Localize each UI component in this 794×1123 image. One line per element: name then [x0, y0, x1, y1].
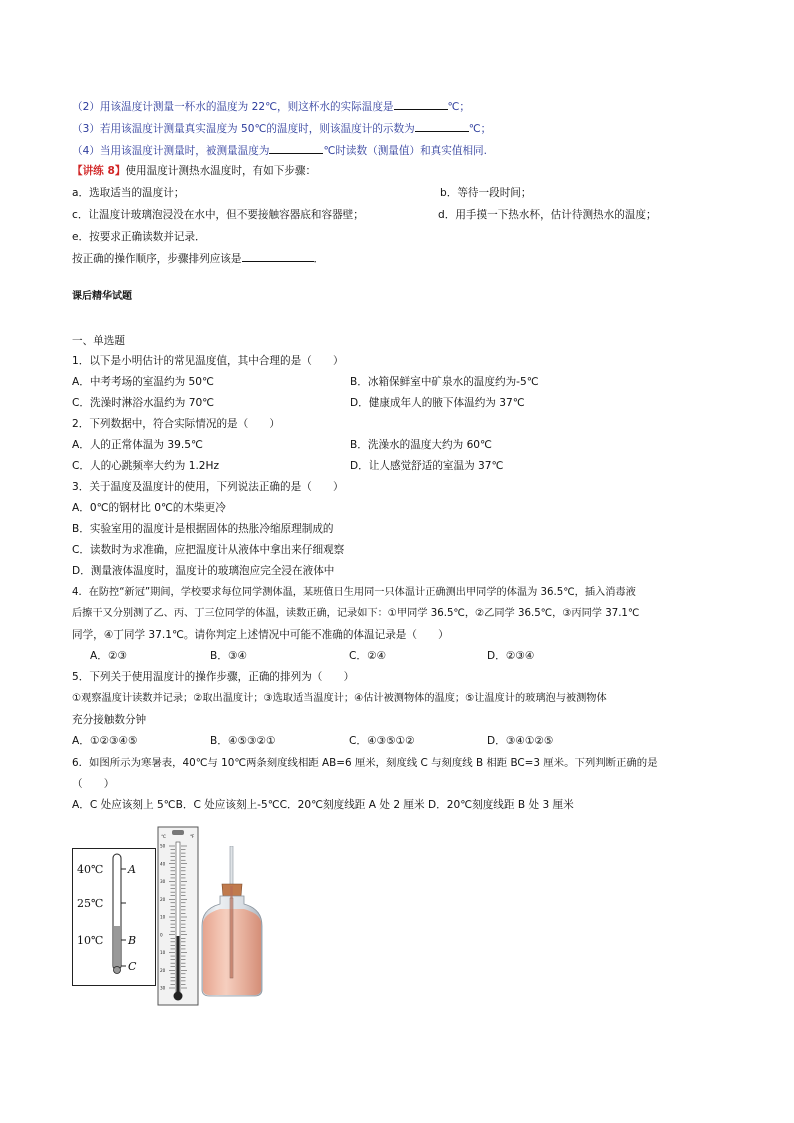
q5-line-3: 充分接触数分钟: [72, 714, 147, 726]
q3-stem: 3．关于温度及温度计的使用，下列说法正确的是（ ）: [72, 481, 344, 493]
q4-option-c: C．②④: [349, 650, 386, 662]
practice-step-e: e．按要求正确读数并记录．: [72, 231, 206, 243]
q4-option-d: D．②③④: [487, 650, 535, 662]
q4-option-a: A．②③: [90, 650, 127, 662]
q5-option-b: B．④⑤③②①: [210, 735, 276, 747]
practice-q4-line: （4）当用该温度计测量时，被测量温度为 ℃时读数（测量值）和真实值相同.: [72, 142, 487, 158]
therm-tick-label: 30: [160, 985, 166, 991]
practice-step-c: c．让温度计玻璃泡浸没在水中，但不要接触容器底和容器壁；: [72, 209, 364, 221]
q6-options: A．C 处应该刻上 5℃B．C 处应该刻上-5℃C．20℃刻度线距 A 处 2 厘米 D．20℃刻度线距 B 处 3 厘米: [72, 799, 574, 811]
therm-tick-label: 40: [160, 861, 166, 867]
q1-stem: 1．以下是小明估计的常见温度值，其中合理的是（ ）: [72, 355, 344, 367]
q2-option-c: C．人的心跳频率大约为 1.2Hz: [72, 460, 220, 472]
q3-option-b: B．实验室用的温度计是根据固体的热胀冷缩原理制成的: [72, 523, 334, 535]
celsius-unit: ℃: [161, 835, 167, 840]
scale-diagram: [72, 848, 156, 986]
part-title: 一、单选题: [72, 335, 125, 347]
practice-q3-line: （3）若用该温度计测量真实温度为 50℃的温度时，则该温度计的示数为 ℃；: [72, 120, 491, 136]
q2-option-a: A．人的正常体温为 39.5℃: [72, 439, 203, 451]
q4-option-b: B．③④: [210, 650, 247, 662]
q2-stem: 2．下列数据中，符合实际情况的是（ ）: [72, 418, 281, 430]
q3-option-a: A．0℃的钢材比 0℃的木柴更冷: [72, 502, 226, 514]
wall-thermometer: [157, 826, 199, 1008]
scale-label-10: 10℃: [77, 934, 104, 947]
q4-line-3: 同学，④丁同学 37.1℃。请你判定上述情况中可能不准确的体温记录是（ ）: [72, 629, 449, 641]
therm-tick-label: 10: [160, 914, 166, 920]
therm-tick-label: 0: [160, 932, 163, 938]
q5-option-c: C．④③⑤①②: [349, 735, 415, 747]
q1-option-c: C．洗澡时淋浴水温约为 70℃: [72, 397, 215, 409]
therm-tick-label: 50: [160, 843, 166, 849]
q5-option-a: A．①②③④⑤: [72, 735, 138, 747]
bottle-apparatus: [200, 846, 264, 998]
practice-tag: 【讲练 8】: [72, 165, 126, 177]
fahrenheit-unit: ℉: [190, 835, 195, 840]
q3-option-c: C．读数时为求准确，应把温度计从液体中拿出来仔细观察: [72, 544, 345, 556]
point-a-label: A: [128, 863, 136, 876]
scale-label-40: 40℃: [77, 863, 104, 876]
point-c-label: C: [128, 960, 137, 973]
practice-q2-line: （2）用该温度计测量一杯水的温度为 22℃，则这杯水的实际温度是 ℃；: [72, 98, 470, 114]
therm-tick-label: 10: [160, 950, 166, 955]
q1-option-d: D．健康成年人的腋下体温约为 37℃: [350, 397, 525, 409]
scale-label-25: 25℃: [77, 897, 104, 910]
therm-tick-label: 20: [160, 967, 166, 973]
q6-line-1: 6．如图所示为寒暑表，40℃与 10℃两条刻度线相距 AB=6 厘米，刻度线 C 与刻度线 B 相距 BC=3 厘米。下列判断正确的是: [72, 757, 658, 769]
q5-stem: 5．下列关于使用温度计的操作步骤，正确的排列为（ ）: [72, 671, 355, 683]
q2-option-d: D．让人感觉舒适的室温为 37℃: [350, 460, 504, 472]
practice-step-b: b．等待一段时间；: [440, 187, 532, 199]
therm-tick-label: 30: [160, 879, 166, 884]
q4-line-1: 4．在防控“新冠”期间，学校要求每位同学测体温，某班值日生用同一只体温计正确测出甲同学的体温为 36.5℃，插入消毒液: [72, 587, 636, 598]
q5-option-d: D．③④①②⑤: [487, 735, 554, 747]
practice-question: 【讲练 8】使用温度计测热水温度时，有如下步骤：: [72, 165, 317, 177]
therm-tick-label: 20: [160, 896, 166, 902]
q4-line-2: 后擦干又分别测了乙、丙、丁三位同学的体温，读数正确，记录如下：①甲同学 36.5℃，②乙同学 36.5℃，③丙同学 37.1℃: [72, 608, 640, 619]
section-title: 课后精华试题: [72, 291, 132, 302]
q3-option-d: D．测量液体温度时，温度计的玻璃泡应完全浸在液体中: [72, 565, 335, 577]
q6-line-2: （ ）: [72, 778, 115, 790]
q1-option-b: B．冰箱保鲜室中矿泉水的温度约为-5℃: [350, 376, 539, 388]
q5-line-2: ①观察温度计读数并记录；②取出温度计；③选取适当温度计；④估计被测物体的温度；⑤让温度计的玻璃泡与被测物体: [72, 693, 607, 704]
point-b-label: B: [128, 934, 137, 947]
q2-option-b: B．洗澡水的温度大约为 60℃: [350, 439, 492, 451]
q1-option-a: A．中考考场的室温约为 50℃: [72, 376, 214, 388]
practice-order: 按正确的操作顺序，步骤排列应该是 ．: [72, 250, 324, 266]
practice-step-d: d．用手摸一下热水杯，估计待测热水的温度；: [438, 209, 657, 221]
practice-step-a: a．选取适当的温度计；: [72, 187, 185, 199]
